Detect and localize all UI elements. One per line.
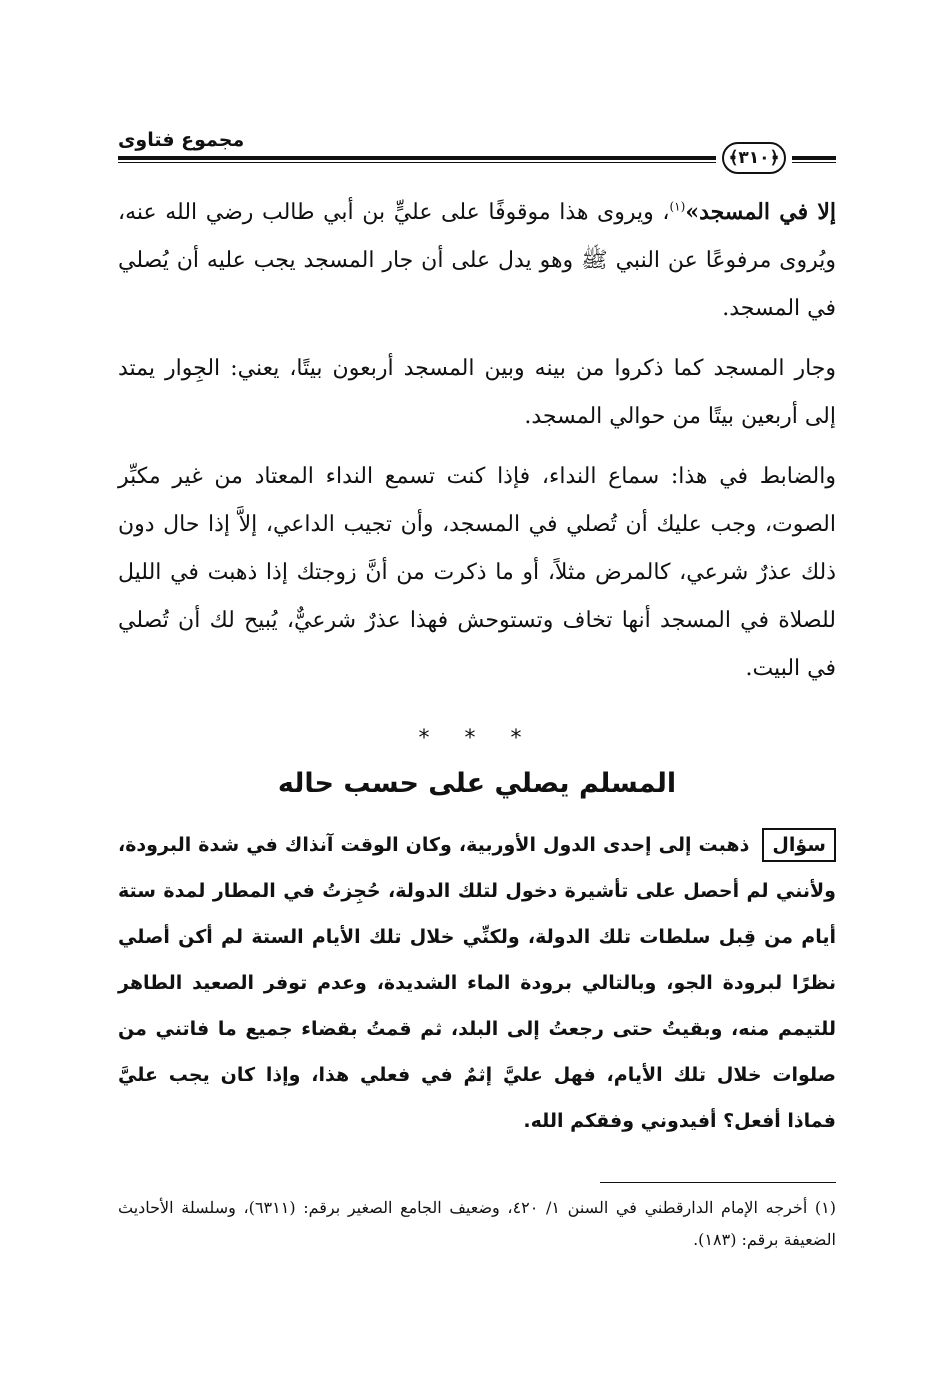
quote-ending: إلا في المسجد» — [685, 199, 836, 225]
body-text — [118, 188, 836, 693]
question-label: سؤال — [762, 828, 836, 862]
header-rule-right-thick — [792, 156, 836, 160]
question-text: ذهبت إلى إحدى الدول الأوربية، وكان الوقت آنذاك في شدة البرودة، ولأنني لم أحصل على تأشيرة دخول لتلك الدولة، حُجِزتُ في المطار لمدة ستة أيام من قِبل سلطات تلك الدولة، ولكنِّي خلال تلك الأيام الستة لم أكن أصلي نظرًا لبرودة الجو، وبالتالي برودة الماء الشديدة، وعدم توفر الصعيد الطاهر للتيمم منه، وبقيتُ حتى رجعتُ إلى البلد، ثم قمتُ بقضاء جميع ما فاتني من صلوات خلال تلك الأيام، فهل عليَّ إثمٌ في فعلي هذا، وإذا كان يجب عليَّ فماذا أفعل؟ أفيدوني وفقكم الله. — [118, 834, 836, 1132]
page-header — [118, 128, 836, 168]
footnote-divider — [600, 1182, 836, 1183]
paragraph-1-text: ، ويروى هذا موقوفًا على عليٍّ بن أبي طالب رضي الله عنه، ويُروى مرفوعًا عن النبي ﷺ وهو يدل على أن جار المسجد يجب عليه أن يُصلي في المسجد. — [118, 200, 836, 321]
book-title: مجموع فتاوى — [118, 129, 245, 151]
header-rule-thin — [118, 162, 716, 163]
header-rule-thick — [118, 156, 716, 160]
header-rule-right-thin — [792, 162, 836, 163]
question-block — [118, 822, 836, 1144]
paragraph-3: والضابط في هذا: سماع النداء، فإذا كنت تسمع النداء المعتاد من غير مكبِّر الصوت، وجب عليك أن تُصلي في المسجد، وأن تجيب الداعي، إلاَّ إذا حال دون ذلك عذرٌ شرعي، كالمرض مثلاً، أو ما ذكرت من أنَّ زوجتك إذا ذهبت في الليل للصلاة في المسجد أنها تخاف وتستوحش فهذا عذرٌ شرعيٌّ، يُبيح لك أن تُصلي في البيت. — [118, 464, 836, 681]
paragraph-1 — [118, 188, 836, 333]
footnote: (١) أخرجه الإمام الدارقطني في السنن ١/ ٤٢٠، وضعيف الجامع الصغير برقم: (٦٣١١)، وسلسلة الأحاديث الضعيفة برقم: (١٨٣). — [118, 1198, 837, 1249]
section-title: المسلم يصلي على حسب حاله — [277, 768, 677, 799]
page-number: ﴿٣١٠﴾ — [722, 142, 786, 174]
paragraph-2: وجار المسجد كما ذكروا من بينه وبين المسجد أربعون بيتًا، يعني: الجِوار يمتد إلى أربعين بيتًا من حوالي المسجد. — [118, 356, 836, 429]
section-separator: * * * — [418, 726, 536, 751]
footnote-reference: (١) — [669, 199, 686, 214]
